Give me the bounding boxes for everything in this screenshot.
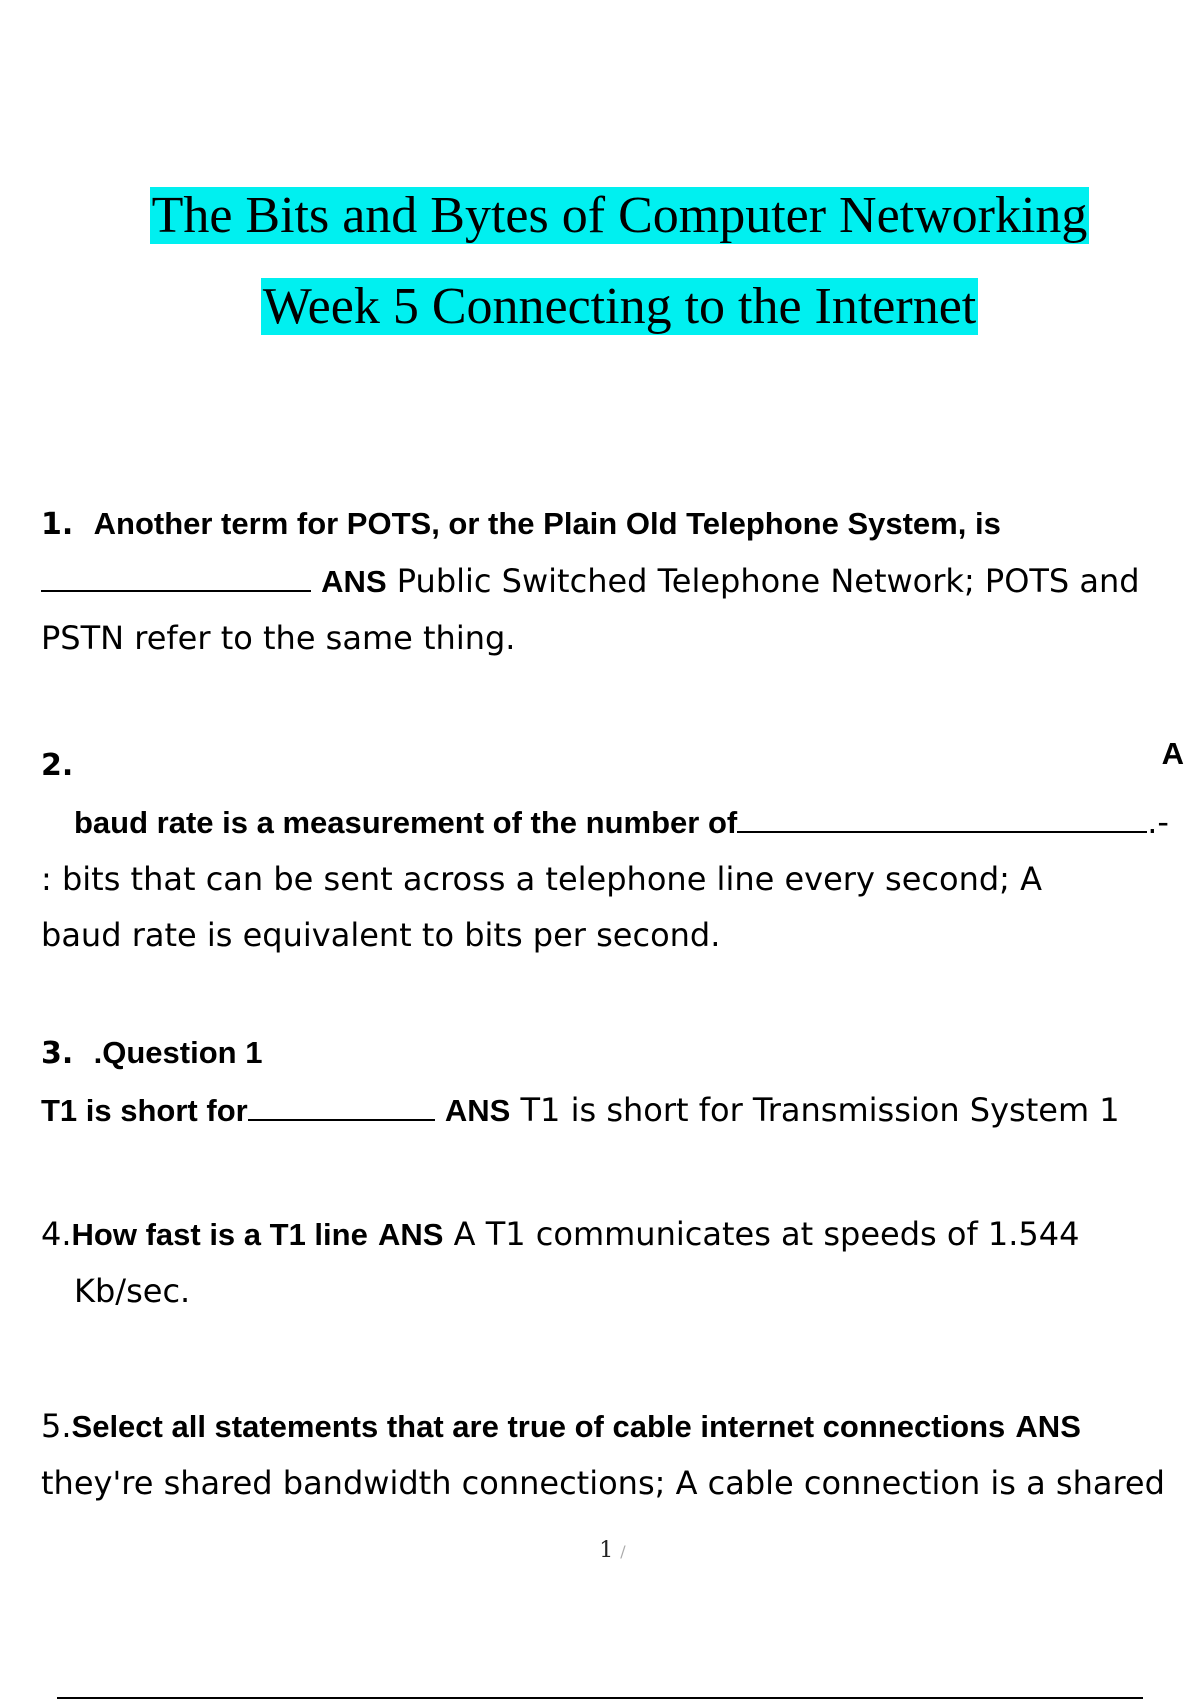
answer-blank bbox=[248, 1095, 435, 1121]
ans-label: ANS bbox=[444, 1093, 511, 1128]
question-1-answer-line-2: PSTN refer to the same thing. bbox=[41, 619, 516, 657]
question-3 bbox=[41, 1024, 1176, 1139]
question-1-number: 1. bbox=[41, 507, 74, 542]
question-2 bbox=[41, 736, 1176, 963]
question-2-after-blank: .- bbox=[1147, 803, 1169, 841]
document-title bbox=[0, 186, 1200, 246]
answer-blank bbox=[41, 566, 311, 592]
page-separator: / bbox=[620, 1542, 626, 1561]
document-subtitle bbox=[0, 277, 1200, 337]
ans-label: ANS bbox=[378, 1217, 444, 1252]
question-2-answer-line-2: baud rate is equivalent to bits per second. bbox=[41, 916, 721, 954]
question-1-text: Another term for POTS, or the Plain Old Telephone System, is bbox=[93, 506, 1001, 541]
question-5-text: Select all statements that are true of cable internet connections bbox=[71, 1409, 1006, 1444]
page-number-value: 1 bbox=[599, 1538, 614, 1563]
question-4 bbox=[41, 1206, 1176, 1319]
question-3-text: T1 is short for bbox=[41, 1093, 248, 1128]
question-1 bbox=[41, 495, 1176, 666]
question-5-answer-line-1: they're shared bandwidth connections; A cable connection is a shared bbox=[41, 1464, 1165, 1502]
question-4-answer-line-1: A T1 communicates at speeds of 1.544 bbox=[443, 1215, 1080, 1253]
question-2-lead-letter: A bbox=[1161, 736, 1184, 771]
question-4-number: 4. bbox=[41, 1215, 72, 1253]
page-number bbox=[0, 1538, 1200, 1563]
document-subtitle-text: Week 5 Connecting to the Internet bbox=[262, 278, 977, 335]
ans-label: ANS bbox=[321, 564, 387, 599]
question-2-answer-line-1: : bits that can be sent across a telephone line every second; A bbox=[41, 860, 1043, 898]
question-4-text: How fast is a T1 line bbox=[71, 1217, 368, 1252]
document-title-text: The Bits and Bytes of Computer Networking bbox=[151, 187, 1088, 244]
ans-label: ANS bbox=[1015, 1409, 1081, 1444]
answer-blank bbox=[737, 807, 1147, 833]
footer-rule bbox=[57, 1697, 1143, 1699]
question-1-answer-line-1: Public Switched Telephone Network; POTS and bbox=[386, 562, 1140, 600]
question-3-number: 3. bbox=[41, 1036, 74, 1071]
question-4-answer-line-2: Kb/sec. bbox=[74, 1272, 191, 1310]
question-3-heading: .Question 1 bbox=[93, 1035, 263, 1070]
question-2-number: 2. bbox=[41, 748, 74, 783]
question-2-text: baud rate is a measurement of the number of bbox=[74, 805, 738, 840]
question-5 bbox=[41, 1398, 1176, 1511]
question-3-answer-line-1: T1 is short for Transmission System 1 bbox=[510, 1091, 1120, 1129]
question-5-number: 5. bbox=[41, 1407, 72, 1445]
